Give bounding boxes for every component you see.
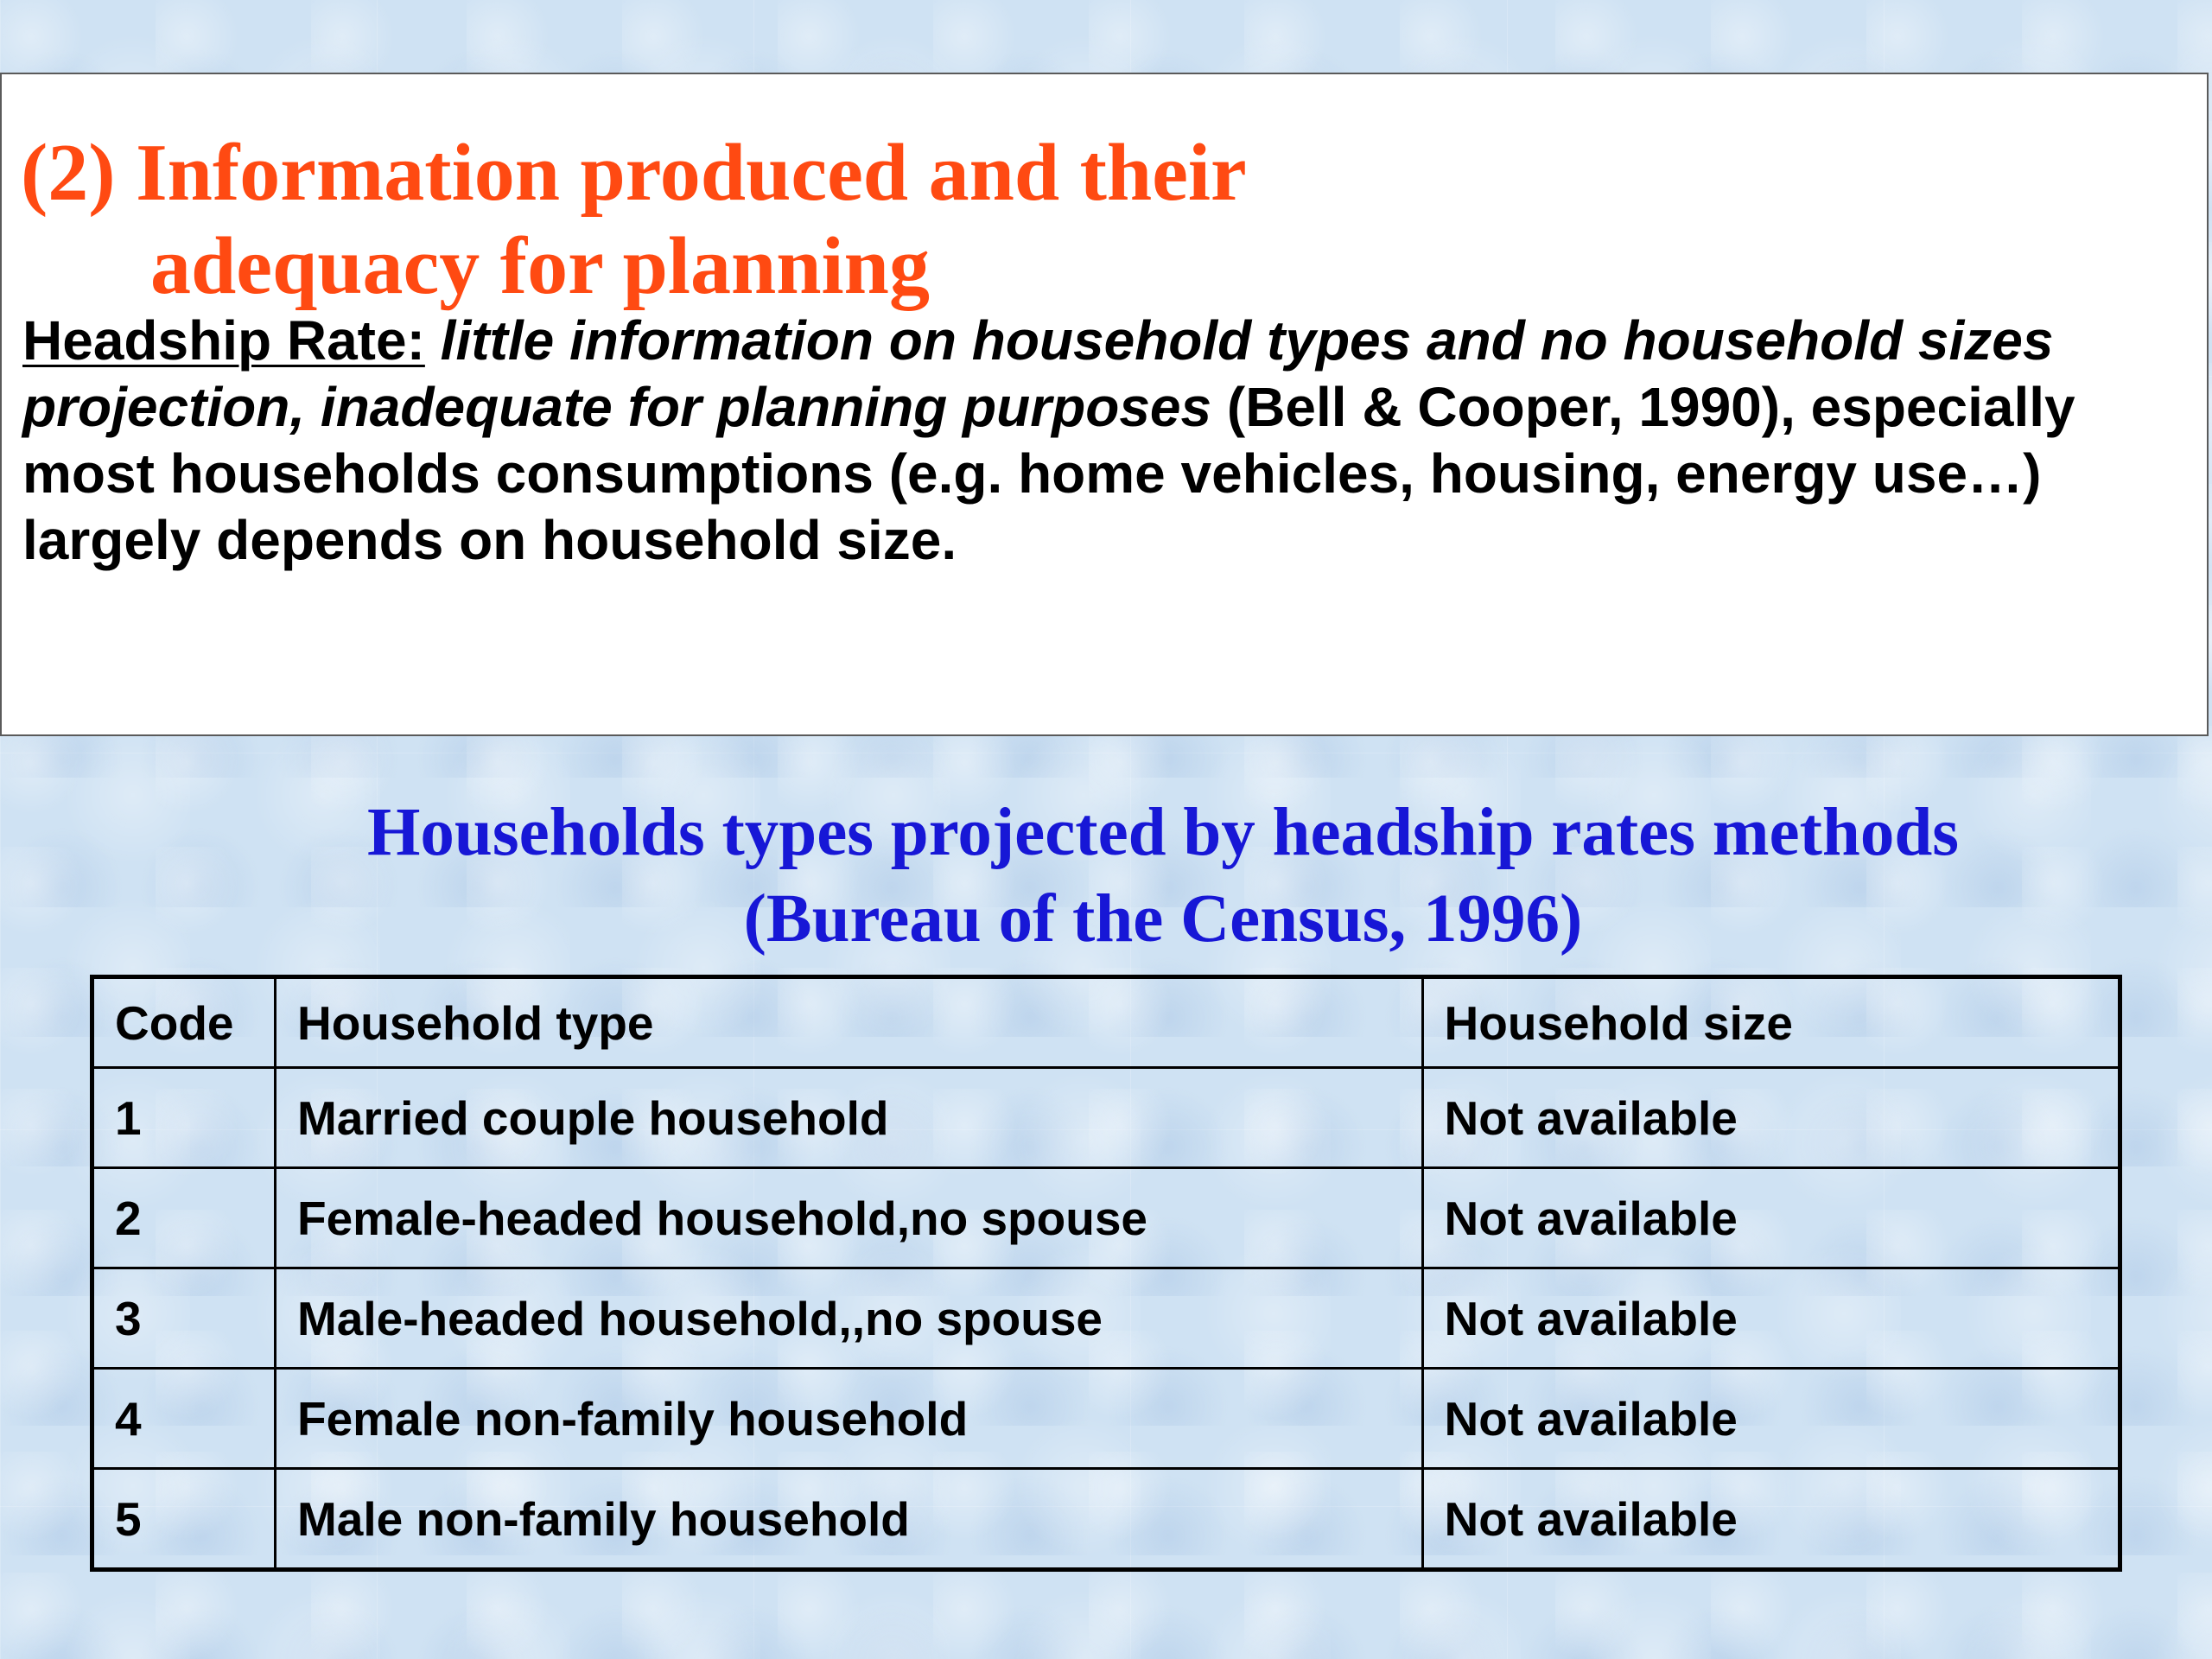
cell-household-size: Not available	[1422, 1469, 2120, 1570]
cell-household-size: Not available	[1422, 1168, 2120, 1268]
header-household-type: Household type	[275, 977, 1422, 1068]
table-title-line-1: Households types projected by headship rates methods	[366, 795, 1960, 870]
cell-household-type: Female non-family household	[275, 1369, 1422, 1469]
heading-line-1: (2) Information produced and their	[21, 128, 1247, 218]
cell-household-type: Married couple household	[275, 1068, 1422, 1168]
cell-code: 5	[92, 1469, 276, 1570]
cell-code: 1	[92, 1068, 276, 1168]
cell-household-type: Female-headed household,no spouse	[275, 1168, 1422, 1268]
table-header-row	[92, 977, 2120, 1068]
table-title-line-2: (Bureau of the Census, 1996)	[743, 881, 1583, 957]
cell-household-size: Not available	[1422, 1369, 2120, 1469]
table-row	[92, 1369, 2120, 1469]
cell-code: 3	[92, 1268, 276, 1369]
headship-rate-term: Headship Rate:	[22, 309, 425, 372]
cell-household-size: Not available	[1422, 1268, 2120, 1369]
table-row	[92, 1469, 2120, 1570]
heading-line-2: adequacy for planning	[150, 221, 930, 311]
cell-household-size: Not available	[1422, 1068, 2120, 1168]
table-row	[92, 1168, 2120, 1268]
cell-code: 2	[92, 1168, 276, 1268]
citation-and-explanation: (Bell & Cooper, 1990), especially most households consumptions (e.g. home vehicles, housing, energy use…) largely depends on household size.	[22, 376, 2075, 571]
cell-code: 4	[92, 1369, 276, 1469]
header-code: Code	[92, 977, 276, 1068]
slide-heading	[21, 126, 1490, 313]
cell-household-type: Male non-family household	[275, 1469, 1422, 1570]
italic-statement: little information on household types and no household sizes projection, inadequate for planning purposes	[22, 309, 2054, 438]
household-types-table	[90, 975, 2122, 1572]
cell-household-type: Male-headed household,,no spouse	[275, 1268, 1422, 1369]
table-title	[0, 790, 2212, 963]
body-paragraph	[22, 308, 2191, 574]
table-row	[92, 1068, 2120, 1168]
header-household-size: Household size	[1422, 977, 2120, 1068]
table-row	[92, 1268, 2120, 1369]
